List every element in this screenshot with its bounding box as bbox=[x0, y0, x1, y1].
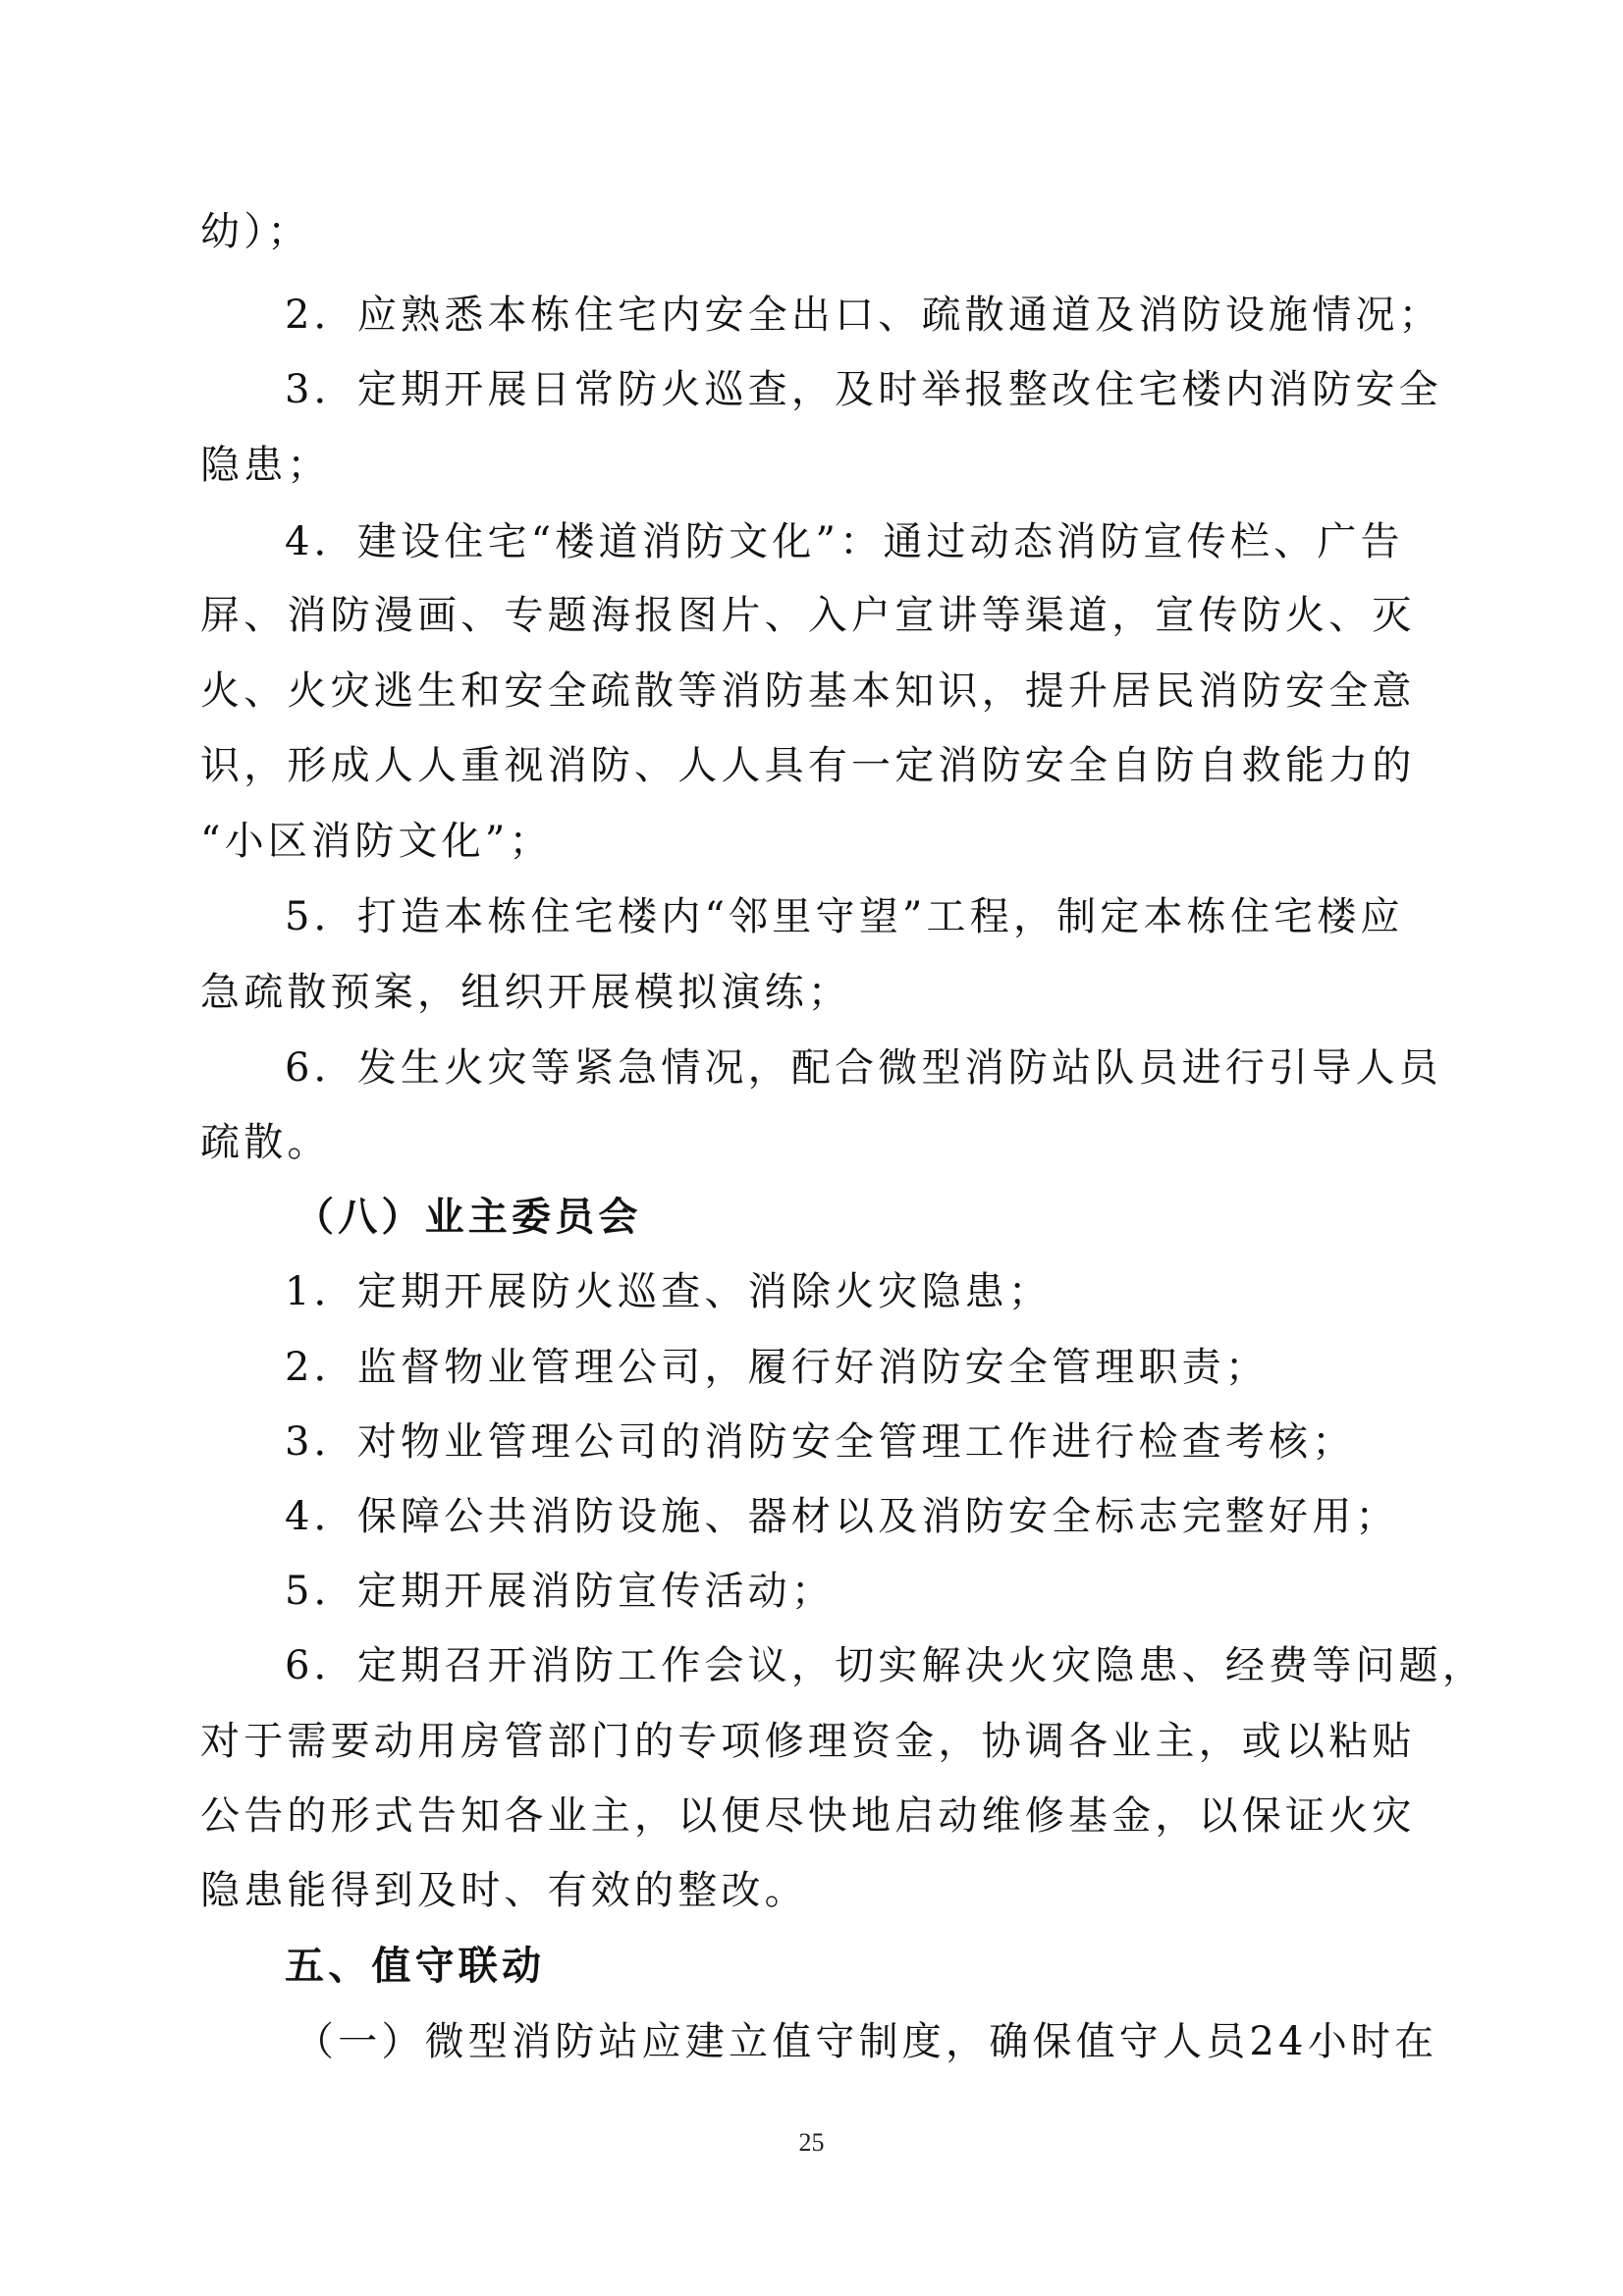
text-line: 对于需要动用房管部门的专项修理资金，协调各业主，或以粘贴 bbox=[200, 1719, 1416, 1764]
text-line: （一）微型消防站应建立值守制度，确保值守人员24小时在 bbox=[295, 2019, 1438, 2064]
text-line: 公告的形式告知各业主，以便尽快地启动维修基金，以保证火灾 bbox=[200, 1793, 1416, 1839]
list-item: 2．监督物业管理公司，履行好消防安全管理职责； bbox=[285, 1345, 1270, 1390]
list-item: 3．对物业管理公司的消防安全管理工作进行检查考核； bbox=[285, 1419, 1356, 1465]
list-item: 1．定期开展防火巡查、消除火灾隐患； bbox=[285, 1269, 1053, 1314]
text-line: 疏散。 bbox=[200, 1120, 331, 1165]
text-line: “小区消防文化”； bbox=[200, 819, 553, 864]
text-line: 隐患能得到及时、有效的整改。 bbox=[200, 1868, 808, 1913]
section-subheading: （八）业主委员会 bbox=[295, 1194, 642, 1240]
text-line: 急疏散预案，组织开展模拟演练； bbox=[200, 970, 851, 1015]
text-line: 火、火灾逃生和安全疏散等消防基本知识，提升居民消防安全意 bbox=[200, 668, 1416, 714]
list-item: 6．发生火灾等紧急情况，配合微型消防站队员进行引导人员 bbox=[285, 1045, 1442, 1091]
list-item: 5．打造本栋住宅楼内“邻里守望”工程，制定本栋住宅楼应 bbox=[285, 894, 1404, 939]
page-number: 25 bbox=[798, 2128, 825, 2157]
list-item: 2．应熟悉本栋住宅内安全出口、疏散通道及消防设施情况； bbox=[285, 293, 1442, 338]
list-item: 4．建设住宅“楼道消防文化”：通过动态消防宣传栏、广告 bbox=[285, 519, 1404, 564]
text-line: 屏、消防漫画、专题海报图片、入户宣讲等渠道，宣传防火、灭 bbox=[200, 593, 1416, 638]
list-item: 5．定期开展消防宣传活动； bbox=[285, 1569, 836, 1614]
list-item: 6．定期召开消防工作会议，切实解决火灾隐患、经费等问题， bbox=[285, 1643, 1487, 1688]
text-line: 隐患； bbox=[200, 443, 331, 488]
section-heading: 五、值守联动 bbox=[285, 1943, 546, 1989]
text-line: 识，形成人人重视消防、人人具有一定消防安全自防自救能力的 bbox=[200, 743, 1416, 788]
list-item: 3．定期开展日常防火巡查，及时举报整改住宅楼内消防安全 bbox=[285, 367, 1442, 412]
text-line: 幼）； bbox=[200, 209, 311, 254]
list-item: 4．保障公共消防设施、器材以及消防安全标志完整好用； bbox=[285, 1494, 1399, 1539]
